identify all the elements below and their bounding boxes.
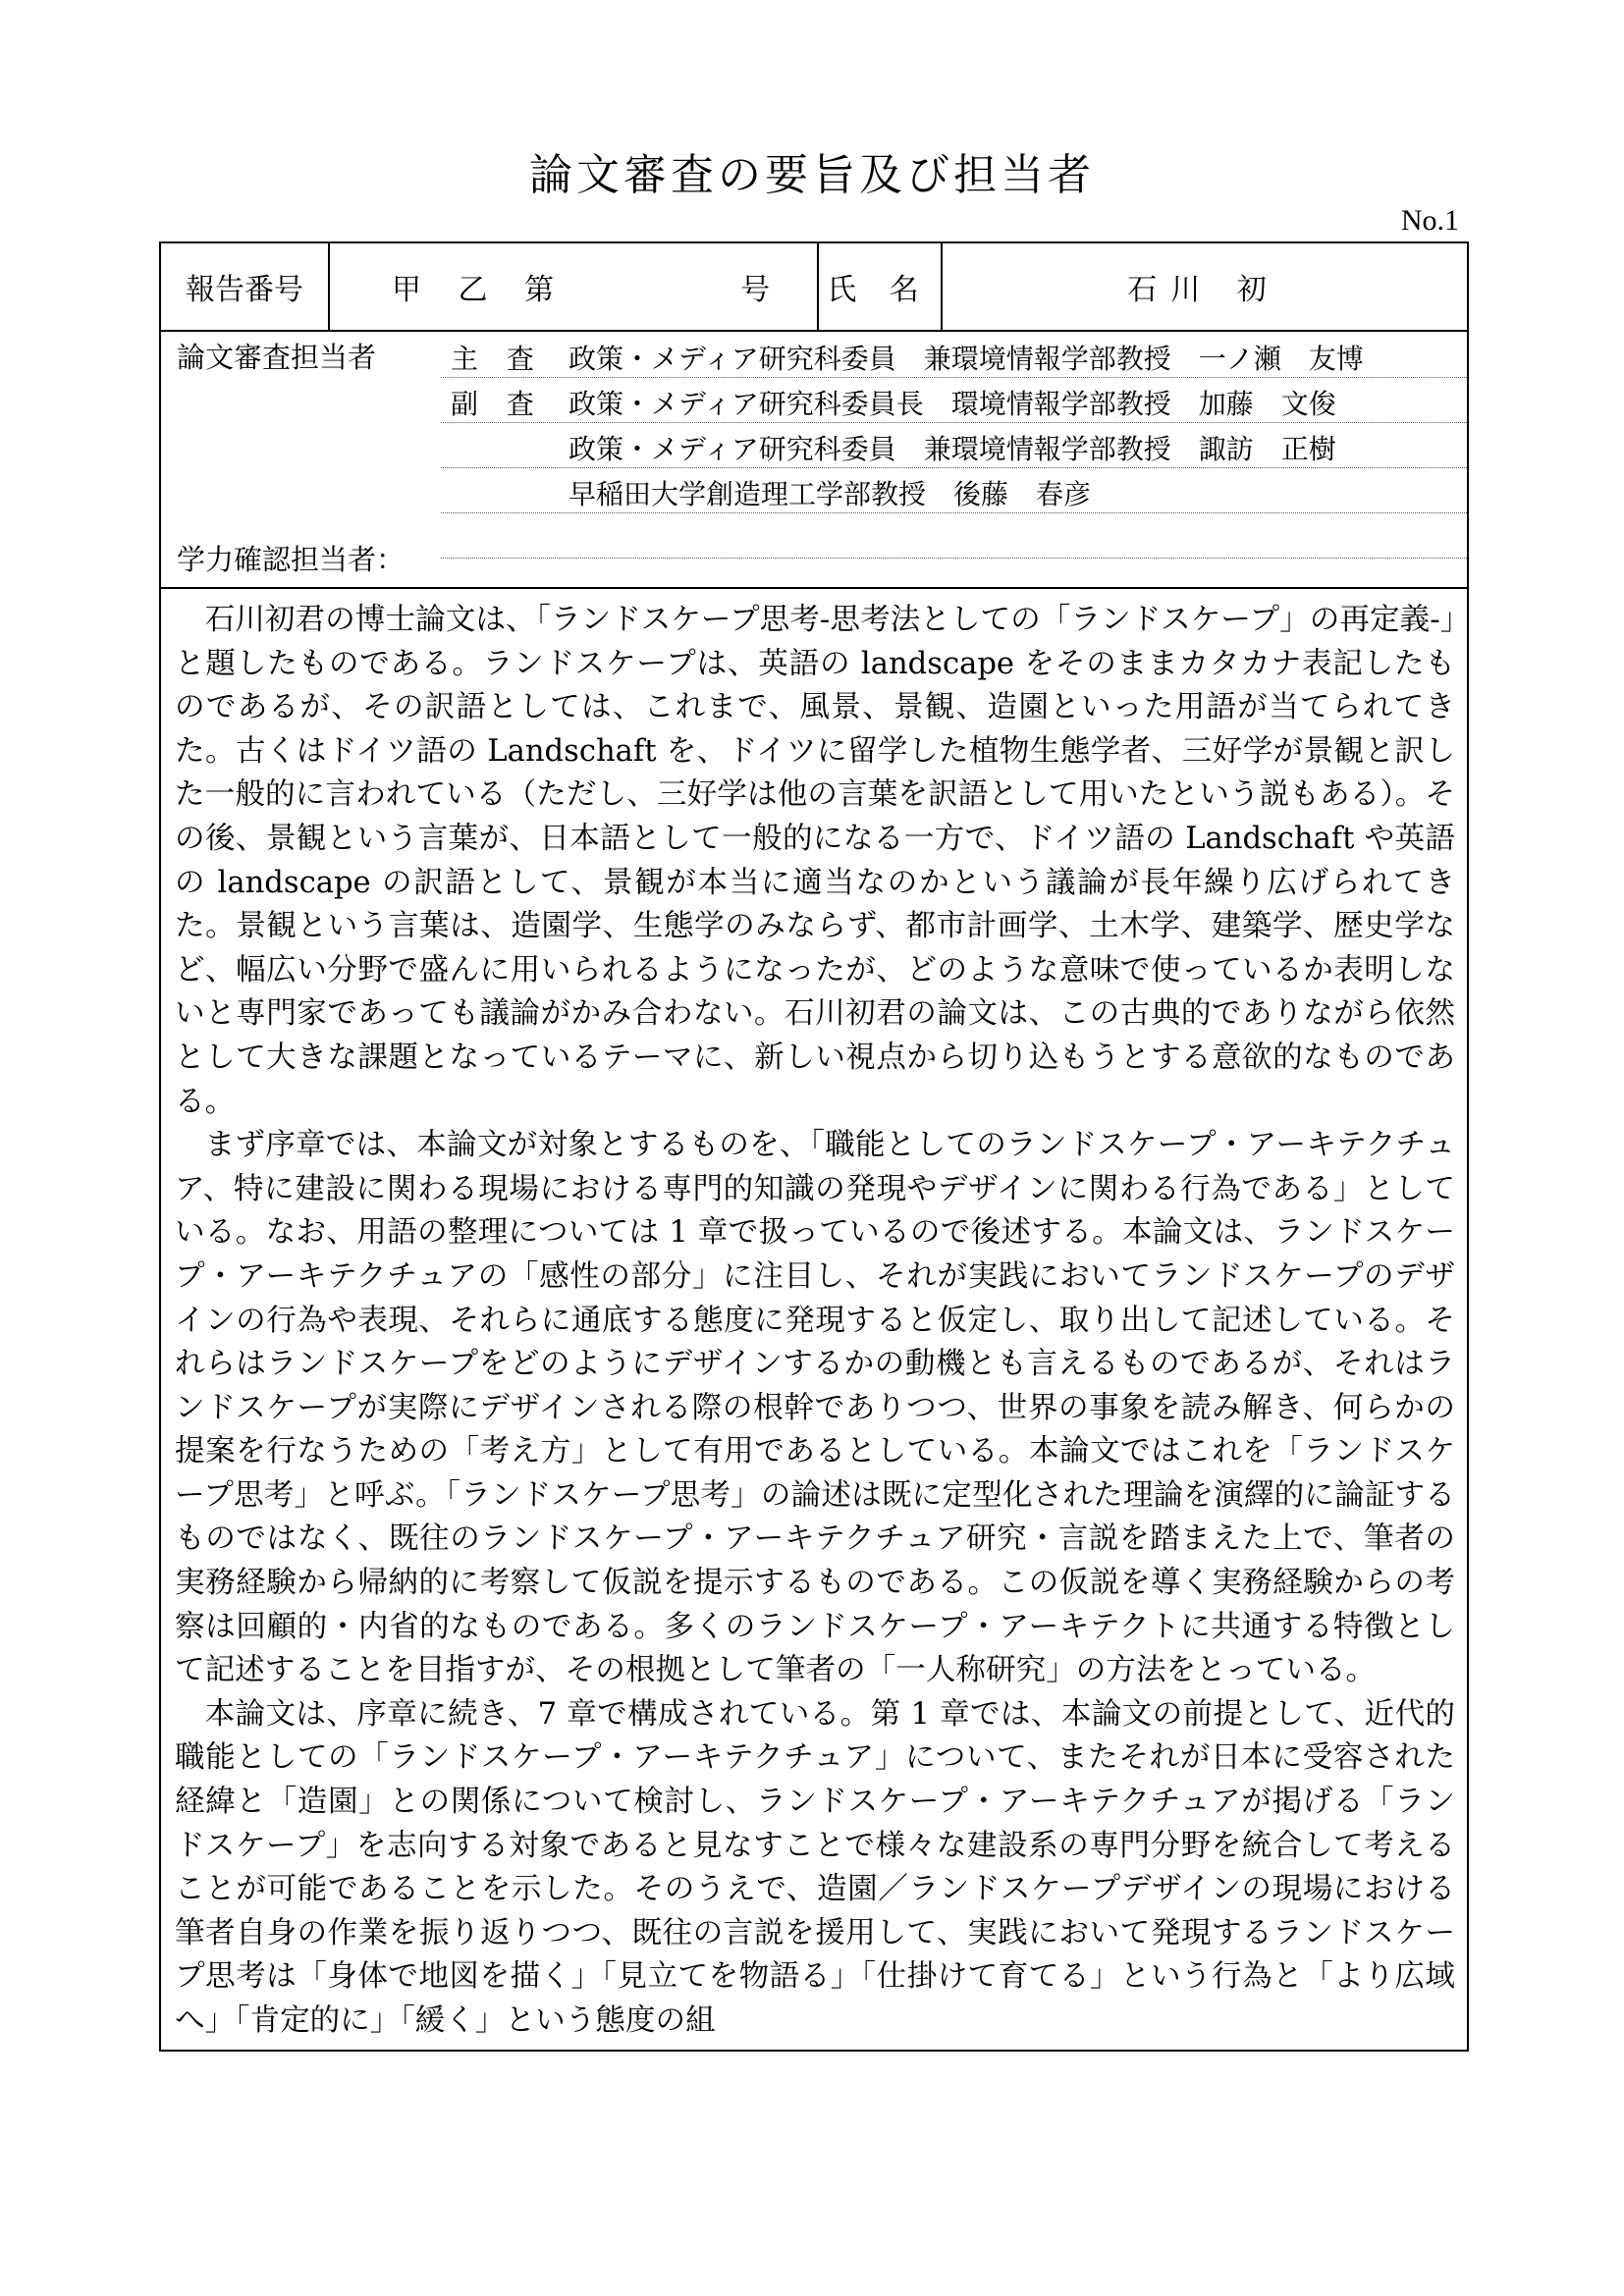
report-number-label: 報告番号: [186, 273, 303, 307]
report-number-value: 甲 乙 第 号: [392, 273, 785, 307]
name-label: 氏 名: [827, 273, 931, 307]
paragraph: 本論文は、序章に続き、7 章で構成されている。第 1 章では、本論文の前提として、近代的職能としての「ランドスケープ・アーキテクチュア」について、またそれが日本に受容された経緯と「造園」との関係について検討し、ランドスケープ・アーキテクチュアが掲げる「ランドスケープ」を志向する対象であると見なすことで様々な建設系の専門分野を統合して考えることが可能であることを示した。そのうえで、造園／ランドスケープデザインの現場における筆者自身の作業を振り返りつつ、既往の言説を援用して、実践において発現するランドスケープ思考は「身体で地図を描く」「見立てを物語る」「仕掛けて育てる」という行為と「より広域へ」「肯定的に」「緩く」という態度の組: [175, 1696, 1455, 2038]
committee-member: 政策・メディア研究科委員 兼環境情報学部教授 一ノ瀬 友博: [568, 343, 1364, 375]
committee-row: [441, 332, 1467, 378]
committee-label: 論文審査担当者: [177, 341, 377, 374]
committee-member: 政策・メディア研究科委員長 環境情報学部教授 加藤 文俊: [568, 388, 1336, 420]
committee-member: 早稲田大学創造理工学部教授 後藤 春彦: [568, 478, 1092, 510]
committee-row: [441, 512, 1467, 559]
committee-member: 政策・メディア研究科委員 兼環境情報学部教授 諏訪 正樹: [568, 433, 1336, 465]
document-number: No.1: [1400, 204, 1459, 237]
review-form: [159, 241, 1469, 2052]
committee-role: 主 査: [451, 343, 544, 375]
name-value: 石川 初: [1127, 273, 1280, 307]
paragraph: まず序章では、本論文が対象とするものを、「職能としてのランドスケープ・アーキテクチュア、特に建設に関わる現場における専門的知識の発現やデザインに関わる行為である」としている。なお、用語の整理については 1 章で扱っているので後述する。本論文は、ランドスケープ・アーキテクチュアの「感性の部分」に注目し、それが実践においてランドスケープのデザインの行為や表現、それらに通底する態度に発現すると仮定し、取り出して記述している。それらはランドスケープをどのようにデザインするかの動機とも言えるものであるが、それはランドスケープが実際にデザインされる際の根幹でありつつ、世界の事象を読み解き、何らかの提案を行なうための「考え方」として有用であるとしている。本論文ではこれを「ランドスケープ思考」と呼ぶ。「ランドスケープ思考」の論述は既に定型化された理論を演繹的に論証するものではなく、既往のランドスケープ・アーキテクチュア研究・言説を踏まえた上で、筆者の実務経験から帰納的に考察して仮説を提示するものである。この仮説を導く実務経験からの考察は回顧的・内省的なものである。多くのランドスケープ・アーキテクトに共通する特徴として記述することを目指すが、その根拠として筆者の「一人称研究」の方法をとっている。: [175, 1128, 1455, 1688]
header-row: [161, 243, 1467, 332]
committee-role: 副 査: [451, 388, 544, 420]
committee-row: [441, 377, 1467, 423]
verification-label: 学力確認担当者：: [177, 543, 406, 576]
committee-row: [441, 422, 1467, 468]
review-summary: [175, 599, 1455, 2044]
committee-section: [161, 332, 1467, 589]
paragraph: 石川初君の博士論文は、「ランドスケープ思考-思考法としての「ランドスケープ」の再定義-」と題したものである。ランドスケープは、英語の landscape をそのままカタカナ表記したものであるが、その訳語としては、これまで、風景、景観、造園といった用語が当てられてきた。古くはドイツ語の Landschaft を、ドイツに留学した植物生態学者、三好学が景観と訳した一般的に言われている（ただし、三好学は他の言葉を訳語として用いたという説もある）。その後、景観という言葉が、日本語として一般的になる一方で、ドイツ語の Landschaft や英語の landscape の訳語として、景観が本当に適当なのかという議論が長年繰り広げられてきた。景観という言葉は、造園学、生態学のみならず、都市計画学、土木学、建築学、歴史学など、幅広い分野で盛んに用いられるようになったが、どのような意味で使っているか表明しないと専門家であっても議論がかみ合わない。石川初君の論文は、この古典的でありながら依然として大きな課題となっているテーマに、新しい視点から切り込もうとする意欲的なものである。: [175, 603, 1455, 1119]
committee-row: [441, 467, 1467, 513]
page-title: 論文審査の要旨及び担当者: [529, 150, 1095, 200]
